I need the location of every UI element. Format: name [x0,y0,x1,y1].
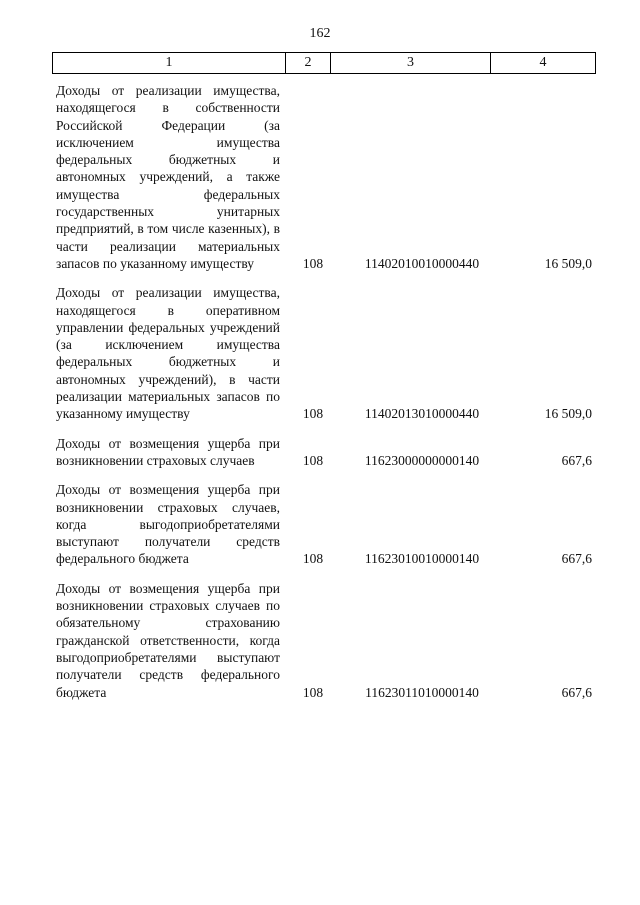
table-row [56,82,596,272]
row-kbk-code: 11402010010000440 [364,255,480,271]
row-admin-code: 108 [302,406,324,422]
row-kbk-code: 11623010010000140 [364,551,480,567]
row-description: Доходы от возмещения ущерба при возникновении страховых случаев [56,435,280,468]
row-admin-code: 108 [302,684,324,700]
row-kbk-code: 11623011010000140 [365,684,479,700]
row-admin-code: 108 [302,452,324,468]
table-header [52,52,596,74]
row-description: Доходы от возмещения ущерба при возникновении страховых случаев, когда выгодоприобретателями выступают получатели средств федерального бюджета [56,482,280,567]
row-admin-code: 108 [302,255,324,271]
row-kbk-code: 11402013010000440 [364,406,480,422]
column-header-4: 4 [539,55,547,70]
row-description: Доходы от возмещения ущерба при возникновении страховых случаев по обязательному страхованию гражданской ответственности, когда выгодоприобретателями выступают получатели средств федерального бюджета [56,580,280,700]
table-body [56,82,596,713]
row-amount: 16 509,0 [544,255,592,271]
table-row [56,580,596,701]
table-row [56,435,596,470]
table-row [56,284,596,422]
row-kbk-code: 11623000000000140 [364,452,480,468]
table-row [56,481,596,567]
row-description: Доходы от реализации имущества, находящегося в оперативном управлении федеральных учреждений (за исключением имущества федеральных бюджетных и автономных учреждений), в части реализации материальных запасов по указанному имуществу [56,285,280,422]
row-description: Доходы от реализации имущества, находящегося в собственности Российской Федерации (за исключением имущества федеральных бюджетных и автономных учреждений, а также имущества федеральных государственных унитарных предприятий, в том числе казенных), в части реализации материальных запасов по указанному имуществу [56,83,280,271]
column-header-2: 2 [286,53,331,73]
row-amount: 667,6 [561,551,592,567]
row-amount: 667,6 [561,452,592,468]
row-amount: 16 509,0 [544,406,592,422]
column-header-1: 1 [53,53,286,73]
row-amount: 667,6 [561,684,592,700]
page-number: 162 [309,26,331,41]
row-admin-code: 108 [302,551,324,567]
column-header-3: 3 [331,53,491,73]
